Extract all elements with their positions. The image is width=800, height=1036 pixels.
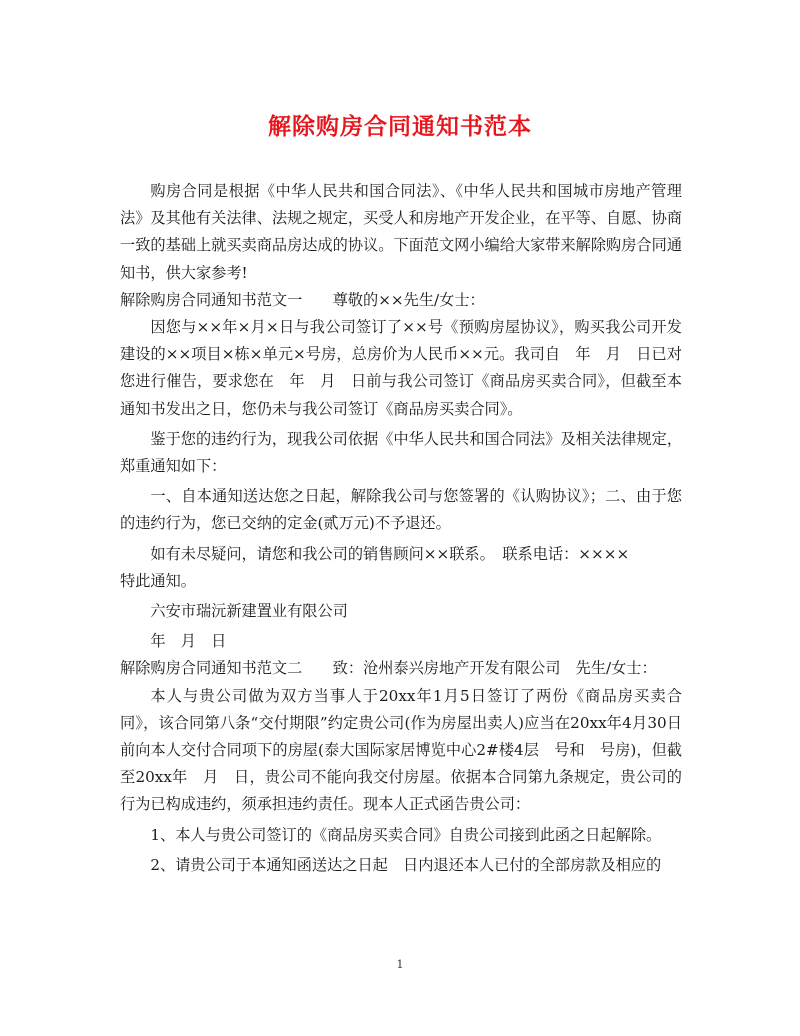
sample-two-paragraph-1: 本人与贵公司做为双方当事人于20xx年1月5日签订了两份《商品房买卖合同》，该合同第八条“交付期限”约定贵公司(作为房屋出卖人)应当在20xx年4月30日前向本人交付合同项下的房屋(泰大国际家居博览中心2#楼4层 号和 号房)，但截至20xx年 月 日，贵公司不能向我交付房屋。依据本合同第九条规定，贵公司的行为已构成违约，须承担违约责任。现本人正式函告贵公司：: [120, 686, 682, 814]
sample-one-paragraph-3: 一、自本通知送达您之日起，解除我公司与您签署的《认购协议》；二、由于您的违约行为，您已交纳的定金(贰万元)不予退还。: [120, 487, 682, 533]
sample-two-item-2: 2、请贵公司于本通知函送达之日起 日内退还本人已付的全部房款及相应的: [150, 855, 662, 874]
sample-one-paragraph-2: 鉴于您的违约行为，现我公司依据《中华人民共和国合同法》及相关法律规定，郑重通知如下：: [120, 429, 682, 476]
document-body: [120, 178, 682, 879]
sample-one-date: 年 月 日: [150, 632, 227, 651]
sample-one-paragraph-1: 因您与××年×月×日与我公司签订了××号《预购房屋协议》，购买我公司开发建设的××项目×栋×单元×号房，总房价为人民币××元。我司自 年 月 日已对您进行催告，要求您在 年 月 日前与我公司签订《商品房买卖合同》，但截至本通知书发出之日，您仍未与我公司签订《商品房买卖合同》。: [120, 318, 682, 418]
intro-paragraph: 购房合同是根据《中华人民共和国合同法》、《中华人民共和国城市房地产管理法》及其他有关法律、法规之规定，买受人和房地产开发企业，在平等、自愿、协商一致的基础上就买卖商品房达成的协议。下面范文网小编给大家带来解除购房合同通知书，供大家参考!: [120, 182, 682, 282]
document-title: 解除购房合同通知书范本: [268, 113, 532, 140]
sample-two-heading: 解除购房合同通知书范文二 致：沧州泰兴房地产开发有限公司 先生/女士：: [120, 659, 657, 678]
sample-one-company: 六安市瑞沅新建置业有限公司: [150, 602, 348, 621]
sample-one-heading: 解除购房合同通知书范文一 尊敬的××先生/女士：: [120, 290, 485, 309]
sample-one-closing: 特此通知。: [120, 571, 196, 590]
sample-one-contact: 如有未尽疑问，请您和我公司的销售顾问××联系。 联系电话：××××: [150, 544, 630, 563]
sample-two-item-1: 1、本人与贵公司签订的《商品房买卖合同》自贵公司接到此函之日起解除。: [150, 825, 662, 844]
page-number: 1: [396, 958, 404, 971]
